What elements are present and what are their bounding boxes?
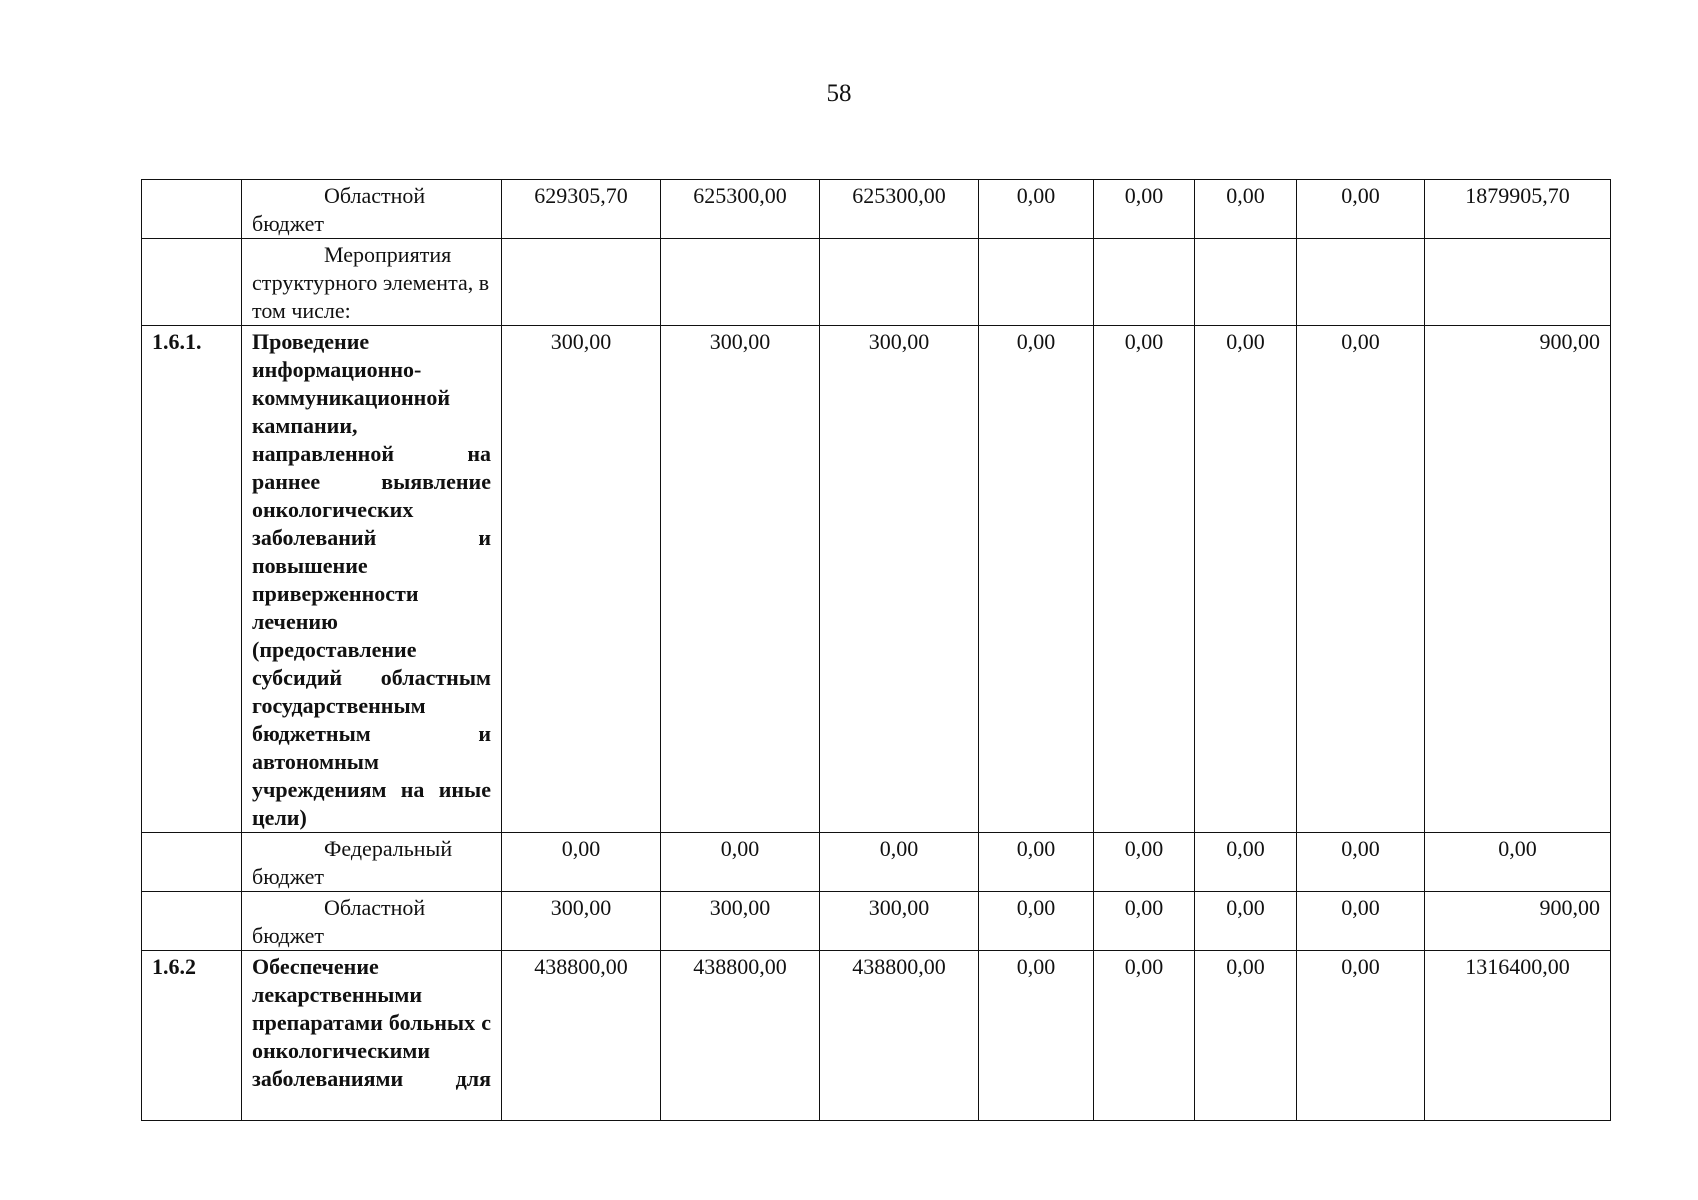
row-label: Мероприятия структурного элемента, в том числе: bbox=[242, 239, 502, 326]
total-cell: 0,00 bbox=[1425, 833, 1611, 892]
row-code: 1.6.2 bbox=[142, 951, 242, 1121]
value-cell: 0,00 bbox=[1094, 180, 1195, 239]
value-cell: 0,00 bbox=[820, 833, 979, 892]
value-cell: 0,00 bbox=[1094, 951, 1195, 1121]
total-cell bbox=[1425, 239, 1611, 326]
row-code bbox=[142, 239, 242, 326]
value-cell: 0,00 bbox=[979, 951, 1094, 1121]
value-cell: 0,00 bbox=[1195, 951, 1297, 1121]
row-code bbox=[142, 892, 242, 951]
budget-table bbox=[141, 179, 1611, 1121]
value-cell: 0,00 bbox=[1195, 892, 1297, 951]
value-cell: 438800,00 bbox=[502, 951, 661, 1121]
value-cell: 0,00 bbox=[1297, 892, 1425, 951]
value-cell: 0,00 bbox=[979, 326, 1094, 833]
value-cell: 300,00 bbox=[502, 892, 661, 951]
value-cell: 0,00 bbox=[1297, 180, 1425, 239]
table-row bbox=[142, 951, 1611, 1121]
value-cell: 629305,70 bbox=[502, 180, 661, 239]
page-number: 58 bbox=[826, 80, 852, 107]
value-cell: 0,00 bbox=[979, 892, 1094, 951]
value-cell: 0,00 bbox=[1195, 180, 1297, 239]
table-row bbox=[142, 180, 1611, 239]
value-cell: 300,00 bbox=[820, 326, 979, 833]
value-cell: 625300,00 bbox=[820, 180, 979, 239]
value-cell: 0,00 bbox=[1297, 951, 1425, 1121]
value-cell bbox=[820, 239, 979, 326]
row-code bbox=[142, 180, 242, 239]
value-cell: 0,00 bbox=[1195, 833, 1297, 892]
value-cell: 0,00 bbox=[1094, 833, 1195, 892]
value-cell bbox=[661, 239, 820, 326]
value-cell bbox=[1094, 239, 1195, 326]
value-cell: 438800,00 bbox=[661, 951, 820, 1121]
value-cell: 0,00 bbox=[1094, 892, 1195, 951]
row-label: Проведение информационно-коммуникационной кампании, направленной на раннее выявление онкологических заболеваний и повышение приверженности лечению (предоставление субсидий областным государственным бюджетным и автономным учреждениям на иные цели) bbox=[242, 326, 502, 833]
value-cell bbox=[1297, 239, 1425, 326]
value-cell: 0,00 bbox=[979, 180, 1094, 239]
value-cell: 300,00 bbox=[661, 892, 820, 951]
value-cell: 0,00 bbox=[1297, 326, 1425, 833]
total-cell: 1316400,00 bbox=[1425, 951, 1611, 1121]
value-cell: 438800,00 bbox=[820, 951, 979, 1121]
row-code bbox=[142, 833, 242, 892]
value-cell: 0,00 bbox=[502, 833, 661, 892]
value-cell: 0,00 bbox=[661, 833, 820, 892]
table-row bbox=[142, 239, 1611, 326]
value-cell: 300,00 bbox=[502, 326, 661, 833]
total-cell: 1879905,70 bbox=[1425, 180, 1611, 239]
row-label: Областной бюджет bbox=[242, 892, 502, 951]
value-cell bbox=[979, 239, 1094, 326]
total-cell: 900,00 bbox=[1425, 892, 1611, 951]
table-row bbox=[142, 326, 1611, 833]
table-row bbox=[142, 892, 1611, 951]
value-cell: 0,00 bbox=[979, 833, 1094, 892]
value-cell bbox=[502, 239, 661, 326]
total-cell: 900,00 bbox=[1425, 326, 1611, 833]
value-cell: 0,00 bbox=[1094, 326, 1195, 833]
row-label: Федеральный бюджет bbox=[242, 833, 502, 892]
row-label: Областной бюджет bbox=[242, 180, 502, 239]
row-code: 1.6.1. bbox=[142, 326, 242, 833]
value-cell: 300,00 bbox=[820, 892, 979, 951]
value-cell: 0,00 bbox=[1297, 833, 1425, 892]
value-cell: 0,00 bbox=[1195, 326, 1297, 833]
value-cell bbox=[1195, 239, 1297, 326]
value-cell: 625300,00 bbox=[661, 180, 820, 239]
table-row bbox=[142, 833, 1611, 892]
value-cell: 300,00 bbox=[661, 326, 820, 833]
row-label: Обеспечение лекарственными препаратами больных с онкологическими заболеваниями для bbox=[242, 951, 502, 1121]
